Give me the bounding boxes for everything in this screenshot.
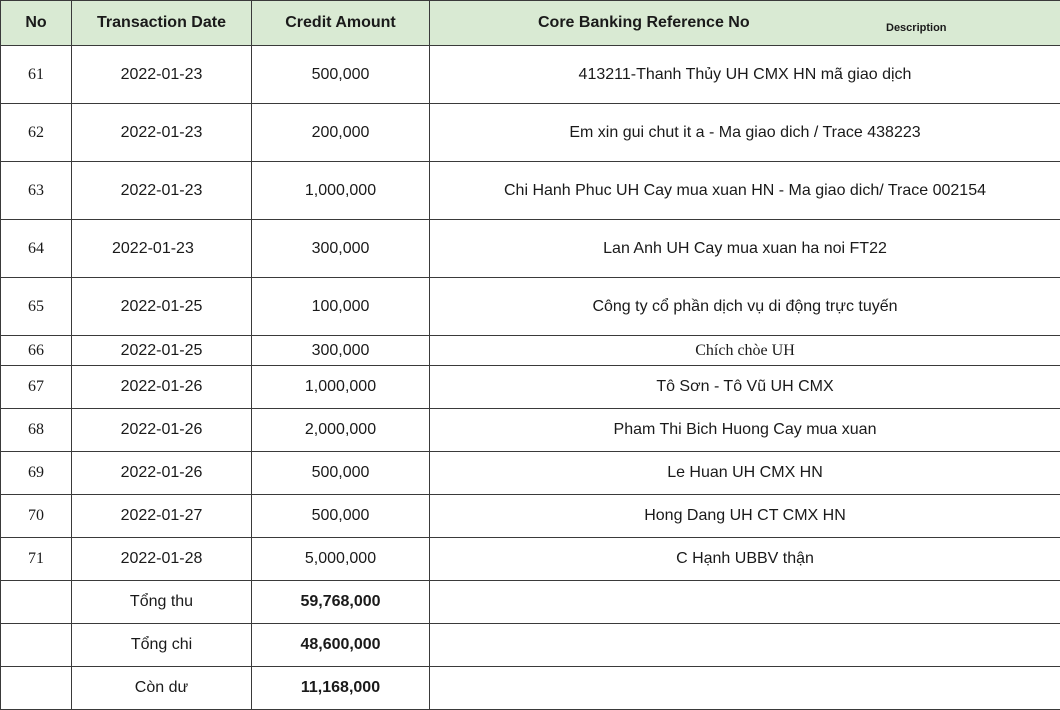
row-no: 71: [1, 538, 72, 581]
summary-label: Tổng chi: [72, 624, 252, 667]
row-description: Le Huan UH CMX HN: [430, 452, 1060, 495]
row-no: 70: [1, 495, 72, 538]
row-date: 2022-01-26: [72, 366, 252, 409]
table-row: [1, 409, 1060, 452]
table-row: [1, 278, 1060, 336]
header-credit-amount: Credit Amount: [252, 1, 430, 46]
row-no: 64: [1, 220, 72, 278]
row-amount: 500,000: [252, 495, 430, 538]
summary-empty-cell: [430, 667, 1060, 710]
header-row: [1, 1, 1060, 46]
summary-empty-cell: [430, 624, 1060, 667]
summary-empty-cell: [1, 667, 72, 710]
summary-row-total-income: [1, 581, 1060, 624]
row-description: C Hạnh UBBV thận: [430, 538, 1060, 581]
header-transaction-date: Transaction Date: [72, 1, 252, 46]
row-description: Lan Anh UH Cay mua xuan ha noi FT22: [430, 220, 1060, 278]
table-row: [1, 104, 1060, 162]
row-date: 2022-01-26: [72, 452, 252, 495]
summary-empty-cell: [430, 581, 1060, 624]
table-row: [1, 46, 1060, 104]
row-no: 62: [1, 104, 72, 162]
table-row: [1, 162, 1060, 220]
row-amount: 2,000,000: [252, 409, 430, 452]
row-amount: 1,000,000: [252, 366, 430, 409]
summary-label: Còn dư: [72, 667, 252, 710]
row-date: 2022-01-23: [72, 220, 252, 278]
row-date: 2022-01-25: [72, 336, 252, 366]
row-no: 63: [1, 162, 72, 220]
row-amount: 300,000: [252, 220, 430, 278]
row-amount: 5,000,000: [252, 538, 430, 581]
row-no: 69: [1, 452, 72, 495]
header-description-label: Description: [886, 22, 947, 34]
summary-value: 59,768,000: [252, 581, 430, 624]
row-description: Chích chòe UH: [430, 336, 1060, 366]
header-no: No: [1, 1, 72, 46]
row-no: 68: [1, 409, 72, 452]
summary-label: Tổng thu: [72, 581, 252, 624]
row-no: 61: [1, 46, 72, 104]
table-row: [1, 336, 1060, 366]
row-date: 2022-01-27: [72, 495, 252, 538]
table-row: [1, 220, 1060, 278]
table-row: [1, 495, 1060, 538]
row-description: Pham Thi Bich Huong Cay mua xuan: [430, 409, 1060, 452]
summary-empty-cell: [1, 581, 72, 624]
row-no: 67: [1, 366, 72, 409]
row-amount: 500,000: [252, 452, 430, 495]
summary-row-balance: [1, 667, 1060, 710]
row-no: 65: [1, 278, 72, 336]
table-row: [1, 452, 1060, 495]
row-no: 66: [1, 336, 72, 366]
row-date: 2022-01-23: [72, 46, 252, 104]
table-row: [1, 366, 1060, 409]
row-amount: 1,000,000: [252, 162, 430, 220]
summary-value: 11,168,000: [252, 667, 430, 710]
row-amount: 200,000: [252, 104, 430, 162]
row-description: 413211-Thanh Thủy UH CMX HN mã giao dịch: [430, 46, 1060, 104]
row-description: Em xin gui chut it a - Ma giao dich / Trace 438223: [430, 104, 1060, 162]
row-date: 2022-01-23: [72, 162, 252, 220]
row-amount: 300,000: [252, 336, 430, 366]
row-description: Tô Sơn - Tô Vũ UH CMX: [430, 366, 1060, 409]
row-amount: 500,000: [252, 46, 430, 104]
row-amount: 100,000: [252, 278, 430, 336]
row-description: Chi Hanh Phuc UH Cay mua xuan HN - Ma giao dich/ Trace 002154: [430, 162, 1060, 220]
row-description: Hong Dang UH CT CMX HN: [430, 495, 1060, 538]
table-row: [1, 538, 1060, 581]
row-date: 2022-01-28: [72, 538, 252, 581]
row-description: Công ty cổ phần dịch vụ di động trực tuyến: [430, 278, 1060, 336]
summary-empty-cell: [1, 624, 72, 667]
header-reference-label: Core Banking Reference No: [538, 14, 750, 31]
header-reference: [430, 1, 1060, 46]
summary-value: 48,600,000: [252, 624, 430, 667]
row-date: 2022-01-23: [72, 104, 252, 162]
row-date: 2022-01-25: [72, 278, 252, 336]
row-date: 2022-01-26: [72, 409, 252, 452]
summary-row-total-expense: [1, 624, 1060, 667]
